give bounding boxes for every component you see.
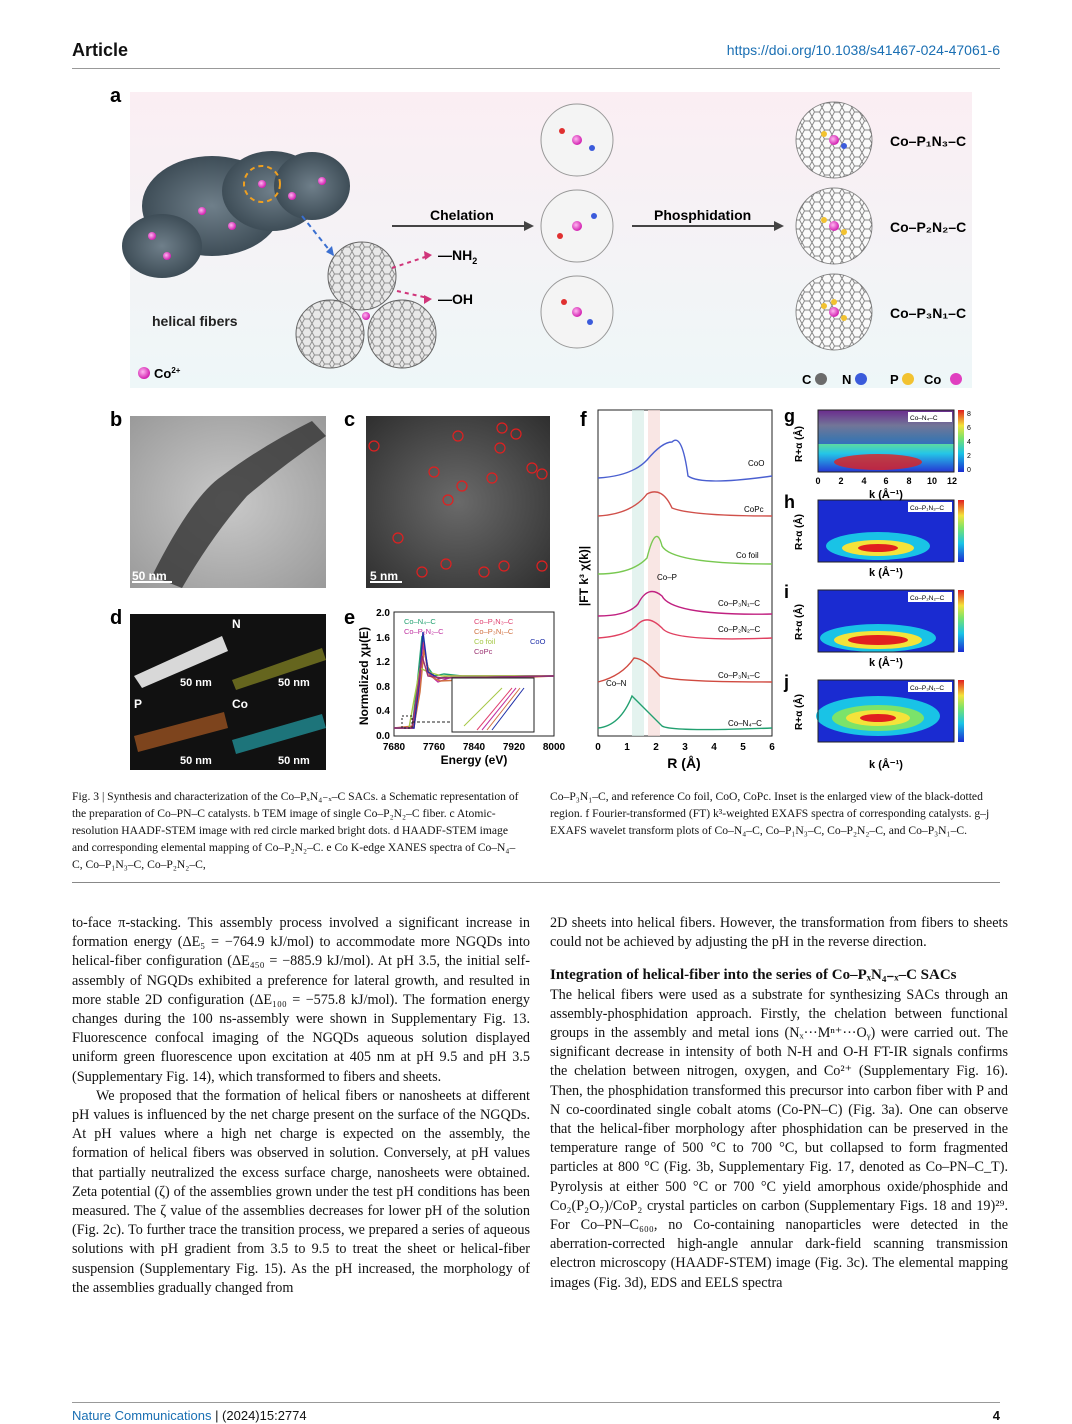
svg-text:7760: 7760 — [422, 742, 446, 753]
chelation-intermediates — [541, 104, 613, 348]
citation: | (2024)15:2774 — [211, 1408, 307, 1423]
panel-d-label: d — [110, 607, 123, 629]
product-1-label: Co–P₁N₃–C — [890, 133, 967, 149]
svg-text:4: 4 — [711, 742, 717, 753]
map-scale-3: 50 nm — [180, 755, 212, 767]
co-p-annotation: Co–P — [657, 573, 678, 582]
co-ion-label: $Co^{2+}$ — [154, 366, 181, 381]
svg-text:6: 6 — [967, 425, 971, 432]
xanes-legend-1: Co–P₁N₃–C — [474, 617, 514, 626]
chelation-label: Chelation — [430, 207, 494, 223]
stem-scale-label: 5 nm — [370, 569, 399, 583]
stem-image — [366, 416, 550, 588]
xanes-inset — [452, 678, 534, 732]
body-paragraph: The helical fibers were used as a substrate for synthesizing SACs through an assembly-phosphidation approach. Firstly, the chelation between functional groups in the assembly and metal ions (Nₓ···Mⁿ⁺···Oᵧ) were carried out. The significant decrease in intensity of both N-H and O-H FT-IR signals confirms the chelation between nitrogen, oxygen, and Co²⁺ (Supplementary Fig. 16). Then, the phosphidation transformed this precursor into carbon fiber with P and N co-coordinated single cobalt atoms (Co-PN–C) (Fig. 3a). One can observe that the helical-fiber morphology after phosphidation can be preserved in the temperature range of 500 °C to 700 °C, but collapsed to form fragmented particles at 800 °C (Fig. 3b, Supplementary Fig. 17, denoted as Co–PN–C_T). Pyrolysis at either 500 °C or 700 °C yield amorphous oxide/phosphide and Co₂(P₂O₇)/CoP₂ crystal particles on carbon (Supplementary Figs. 18 and 19)²⁹. For Co–PN–C₆₀₀, no Co-containing nanoparticles were detected in the aberration-corrected high-angle annular dark-field scanning transmission electron microscopy (HAADF-STEM) image (Fig. 3c). The elemental mapping images (Fig. 3d), EDS and EELS spectra — [550, 986, 1008, 1291]
tem-scale-label: 50 nm — [132, 569, 167, 583]
figure-3 — [72, 76, 1000, 782]
svg-text:6: 6 — [883, 476, 889, 486]
xanes-legend-4: Co foil — [474, 637, 496, 646]
svg-text:1.2: 1.2 — [376, 657, 390, 668]
wavelet-xticks — [815, 476, 957, 486]
xanes-legend-3: Co–P₃N₁–C — [474, 627, 514, 636]
body-paragraph: 2D sheets into helical fibers. However, the transformation from fibers to sheets could not be achieved by adjusting the pH in the reverse direction. — [550, 915, 1008, 951]
journal-citation — [72, 1408, 307, 1423]
section-label: Article — [72, 40, 129, 60]
body-paragraph: We proposed that the formation of helical fibers or nanosheets at different pH values is influenced by the net charge present on the surface of the NGQDs. At pH values where a high net charge is expected on the assembly, the formation of helical fibers was observed in solution. Conversely, at pH values that partially neutralized the excess surface charge, nanosheets were obtained. Zeta potential (ζ) of the assemblies grown under the test pH conditions has been measured. The ζ value of the assemblies decreases for lower pH of the solution (Fig. 2c). To further trace the transition process, we prepared a series of aqueous solutions with pH gradient from 3.5 to 9.5 to treat the sheet or helical-fiber suspension (Supplementary Fig. 15). As the pH increased, the morphology of the assemblies gradually changed from — [72, 1087, 530, 1296]
phosphorus-atom-icon — [902, 373, 914, 385]
svg-text:1: 1 — [624, 742, 630, 753]
svg-text:8: 8 — [906, 476, 912, 486]
svg-text:Co–P₁N₃–C: Co–P₁N₃–C — [910, 505, 945, 512]
map-scale-1: 50 nm — [180, 677, 212, 689]
body-paragraph: to-face π-stacking. This assembly process involved a significant increase in formation energy (ΔE₅ = −764.9 kJ/mol) to accommodate more NGQDs into helical-fiber configuration (ΔE₄₅₀ = −885.9 kJ/mol). At pH 3.5, the initial self-assembly of NGQDs exhibited a preference for lateral growth, and resulted in more stable 2D configuration (ΔE₁₀₀ = −575.8 kJ/mol). The formation energy changes during the 100 ns-assembly were shown in Supplementary Fig. 13. Fluorescence confocal imaging of the NGQDs aqueous solution displayed uniform green fluorescence upon excitation at 405 nm at pH 9.5 and pH 3.5 (Supplementary Fig. 14), which transformed to fibers and sheets. — [72, 915, 530, 1085]
svg-text:2: 2 — [838, 476, 844, 486]
body-left-column — [72, 914, 530, 1298]
xanes-xlabel: Energy (eV) — [440, 753, 508, 767]
n-map-label: N — [232, 617, 241, 631]
legend-co: Co — [924, 372, 942, 387]
svg-text:0.0: 0.0 — [376, 731, 390, 742]
svg-text:0: 0 — [595, 742, 601, 753]
wavelet-xlabel-i: k (Å⁻¹) — [869, 657, 903, 669]
wavelet-ylabel-g: R+α (Å) — [794, 426, 805, 462]
caption-rule — [72, 882, 1000, 883]
svg-text:Co–P₂N₂–C: Co–P₂N₂–C — [910, 595, 945, 602]
svg-text:i: i — [784, 582, 790, 602]
svg-text:7920: 7920 — [502, 742, 526, 753]
xanes-legend-2: Co–P₂N₂–C — [404, 627, 444, 636]
xanes-legend-5: CoO — [530, 637, 546, 646]
panel-b-label: b — [110, 409, 123, 431]
carbon-atom-icon — [815, 373, 827, 385]
panel-e-label: e — [344, 607, 356, 629]
header-rule — [72, 68, 1000, 69]
svg-text:CoO: CoO — [748, 459, 765, 468]
section-heading: Integration of helical-fiber into the series of Co–PₓN₄₋ₓ–C SACs — [550, 967, 957, 984]
wavelet-h — [784, 492, 964, 562]
wavelet-g — [784, 406, 964, 472]
map-scale-2: 50 nm — [278, 677, 310, 689]
figure-caption-right: Co–P₃N₁–C, and reference Co foil, CoO, CoPc. Inset is the enlarged view of the black-dotted region. f Fourier-transformed (FT) k³-weighted EXAFS spectra of corresponding catalysts. g–j EXAFS wavelet transform plots of Co–N₄–C, Co–P₁N₃–C, Co–P₂N₂–C, and Co–P₃N₁–C. — [550, 790, 990, 837]
svg-text:3: 3 — [682, 742, 688, 753]
co-ion-icon — [138, 367, 150, 379]
figure-graphic — [72, 76, 1000, 782]
svg-text:10: 10 — [926, 476, 938, 486]
nitrogen-atom-icon — [855, 373, 867, 385]
wavelet-ylabel-i: R+α (Å) — [794, 604, 805, 640]
wavelet-ylabel-j: R+α (Å) — [794, 694, 805, 730]
svg-text:2: 2 — [967, 453, 971, 460]
svg-text:g: g — [784, 406, 795, 426]
legend-p: P — [890, 372, 899, 387]
xanes-yticks — [376, 608, 390, 742]
nh2-label: $—NH_2$ — [438, 247, 478, 266]
svg-text:0: 0 — [967, 467, 971, 474]
wavelet-xlabel-j: k (Å⁻¹) — [869, 759, 903, 771]
ftexafs-xlabel: R (Å) — [667, 755, 701, 771]
product-3-label: Co–P₃N₁–C — [890, 305, 967, 321]
svg-text:Co–N₄–C: Co–N₄–C — [910, 415, 938, 422]
p-map-label: P — [134, 697, 143, 711]
oh-label: —OH — [438, 291, 473, 307]
svg-text:Co–P₃N₁–C: Co–P₃N₁–C — [910, 685, 945, 692]
svg-text:7840: 7840 — [462, 742, 486, 753]
svg-text:0.4: 0.4 — [376, 706, 390, 717]
svg-text:2.0: 2.0 — [376, 608, 390, 619]
xanes-legend-0: Co–N₄–C — [404, 617, 436, 626]
map-scale-4: 50 nm — [278, 755, 310, 767]
co-map-label: Co — [232, 697, 248, 711]
svg-text:5: 5 — [740, 742, 746, 753]
panel-c-label: c — [344, 409, 356, 431]
legend-c: C — [802, 372, 812, 387]
wavelet-xlabel-g: k (Å⁻¹) — [869, 489, 903, 501]
svg-text:j: j — [784, 672, 790, 692]
journal-name[interactable]: Nature Communications — [72, 1408, 212, 1423]
wavelet-xlabel-h: k (Å⁻¹) — [869, 567, 903, 579]
body-right-column — [550, 914, 1008, 1293]
ftexafs-ylabel: |FT k³ χ(k)| — [577, 545, 591, 607]
svg-text:1.6: 1.6 — [376, 633, 390, 644]
figure-caption-left: Fig. 3 | Synthesis and characterization of the Co–PₓN₄₋ₓ–C SACs. a Schematic representation of the preparation of Co–PN–C catalysts. b TEM image of single Co–P₂N₂–C fiber. c Atomic-resolution HAADF-STEM image with red circle marked bright dots. d HAADF-STEM image and corresponding elemental mapping of Co–P₂N₂–C. e Co K-edge XANES spectra of Co–N₄–C, Co–P₁N₃–C, Co–P₂N₂–C, — [72, 790, 519, 871]
svg-text:Co–P₃N₁–C: Co–P₃N₁–C — [718, 671, 760, 680]
footer-rule — [72, 1402, 1000, 1403]
svg-text:Co–P₃N₁–C: Co–P₃N₁–C — [718, 599, 760, 608]
helical-fibers-label: helical fibers — [152, 313, 238, 329]
svg-text:6: 6 — [769, 742, 775, 753]
svg-text:8: 8 — [967, 411, 971, 418]
colorbar-ticks — [967, 411, 971, 474]
ftexafs-xticks — [595, 742, 775, 753]
xanes-ylabel: Normalized χμ(E) — [357, 626, 371, 726]
wavelet-i — [784, 582, 964, 652]
legend-n: N — [842, 372, 852, 387]
product-2-label: Co–P₂N₂–C — [890, 219, 967, 235]
wavelet-ylabel-h: R+α (Å) — [794, 514, 805, 550]
ftexafs-series-labels — [718, 459, 764, 728]
phosphidation-label: Phosphidation — [654, 207, 752, 223]
svg-text:12: 12 — [946, 476, 958, 486]
panel-f-label: f — [580, 409, 587, 431]
panel-a-label: a — [110, 85, 122, 107]
svg-text:0: 0 — [815, 476, 821, 486]
svg-text:Co–N₄–C: Co–N₄–C — [728, 719, 762, 728]
co-n-annotation: Co–N — [606, 679, 627, 688]
svg-text:0.8: 0.8 — [376, 682, 390, 693]
product-structures — [796, 102, 872, 350]
svg-text:4: 4 — [967, 439, 971, 446]
xanes-legend-6: CoPc — [474, 647, 493, 656]
wavelet-j — [783, 672, 964, 742]
xanes-xticks — [383, 742, 566, 753]
svg-text:4: 4 — [861, 476, 867, 486]
svg-text:CoPc: CoPc — [744, 505, 764, 514]
svg-text:Co foil: Co foil — [736, 551, 759, 560]
svg-text:2: 2 — [653, 742, 659, 753]
page-number: 4 — [992, 1408, 1000, 1423]
doi-link[interactable]: https://doi.org/10.1038/s41467-024-47061-6 — [726, 42, 1000, 58]
svg-text:8000: 8000 — [542, 742, 566, 753]
svg-text:7680: 7680 — [382, 742, 406, 753]
svg-text:Co–P₂N₂–C: Co–P₂N₂–C — [718, 625, 761, 634]
cobalt-atom-icon — [950, 373, 962, 385]
svg-text:h: h — [784, 492, 795, 512]
